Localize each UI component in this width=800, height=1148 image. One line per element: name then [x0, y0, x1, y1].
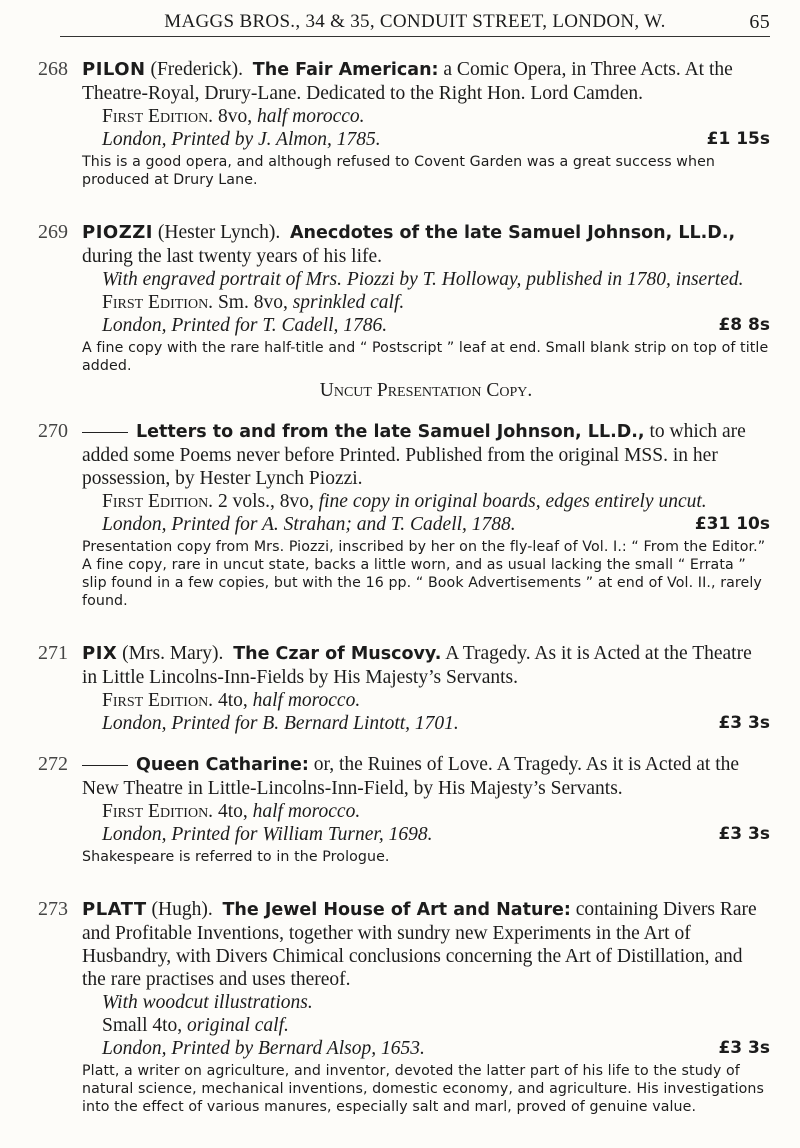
- entry-title: The Czar of Muscovy.: [233, 644, 442, 664]
- entry-title-detail: to which are added some Poems never before Printed. Published from the original MSS. in her possession, by Hester Lynch Piozzi.: [82, 421, 746, 489]
- entry-author-detail: (Hester Lynch).: [157, 222, 281, 243]
- running-head-text: MAGGS BROS., 34 & 35, CONDUIT STREET, LONDON, W.: [164, 11, 666, 32]
- catalogue-entry-270: [0, 420, 800, 610]
- ditto-rule: [82, 765, 128, 766]
- entry-title-detail: containing Divers Rare and Profitable Inventions, together with sundry new Experiments in the Art of Husbandry, with Divers Chimical conclusions concerning the Art of Distillation, and the rare practises and uses thereof.: [82, 899, 757, 990]
- entry-heading: [82, 753, 770, 800]
- entry-title-detail: or, the Ruines of Love. A Tragedy. As it is Acted at the New Theatre in Little-Lincolns-Inn-Field, by His Majesty’s Servants.: [82, 754, 740, 799]
- entry-note: This is a good opera, and although refused to Covent Garden was a great success when produced at Drury Lane.: [82, 154, 716, 188]
- entry-price: £1 15s: [706, 129, 770, 149]
- entry-imprint: London, Printed by J. Almon, 1785.: [102, 129, 381, 150]
- entry-number: 271: [38, 642, 68, 664]
- entry-imprint: London, Printed for William Turner, 1698.: [102, 824, 433, 845]
- entry-collation: [82, 490, 770, 513]
- entry-format: 8vo,: [217, 106, 253, 127]
- entry-collation: [82, 291, 770, 314]
- entry-number: 269: [38, 221, 68, 243]
- entry-title-detail: a Comic Opera, in Three Acts. At the Theatre-Royal, Drury-Lane. Dedicated to the Right Hon. Lord Camden.: [82, 59, 733, 104]
- entry-price: £3 3s: [718, 713, 770, 733]
- entry-heading: [82, 221, 770, 268]
- catalogue-entry-268: [0, 58, 800, 189]
- entry-author-detail: (Hugh).: [151, 899, 213, 920]
- entry-author: PIOZZI: [82, 222, 153, 243]
- entry-format: 4to,: [217, 690, 248, 711]
- entry-note: Presentation copy from Mrs. Piozzi, inscribed by her on the fly-leaf of Vol. I.: “ From the Editor.” A fine copy, rare in uncut state, backs a little worn, and as usual lacking the small “ Errata ” slip found in a few copies, but with the 16 pp. “ Book Advertisements ” at end of Vol. II., rarely found.: [82, 539, 766, 609]
- entry-format: 2 vols., 8vo,: [217, 491, 314, 512]
- entry-heading: [82, 898, 770, 991]
- entry-title: The Fair American:: [252, 60, 439, 80]
- entry-title: Queen Catharine:: [136, 755, 309, 775]
- entry-price: £8 8s: [718, 315, 770, 335]
- entry-heading: [82, 420, 770, 490]
- entry-binding: original calf.: [187, 1015, 289, 1036]
- entry-collation: [82, 689, 770, 712]
- entry-author-detail: (Frederick).: [150, 59, 244, 80]
- entry-illustration-note: With engraved portrait of Mrs. Piozzi by T. Holloway, published in 1780, inserted.: [102, 269, 744, 290]
- entry-number: 273: [38, 898, 68, 920]
- entry-format: Small 4to,: [102, 1015, 183, 1036]
- entry-author: PILON: [82, 59, 146, 80]
- entry-note: Platt, a writer on agriculture, and inventor, devoted the latter part of his life to the study of natural science, mechanical inventions, domestic economy, and agriculture. His investigations into the effect of various manures, especially salt and marl, proved of genuine value.: [82, 1063, 764, 1115]
- entry-title-detail: during the last twenty years of his life.: [82, 246, 383, 267]
- entry-binding: fine copy in original boards, edges entirely uncut.: [318, 491, 707, 512]
- entry-binding: half morocco.: [256, 106, 365, 127]
- entry-edition: First Edition.: [102, 690, 214, 711]
- catalogue-entries: [0, 58, 800, 1148]
- page-number: 65: [749, 10, 770, 33]
- entry-author-detail: (Mrs. Mary).: [122, 643, 224, 664]
- entry-title: The Jewel House of Art and Nature:: [222, 900, 571, 920]
- entry-collation: [82, 105, 770, 128]
- entry-price: £3 3s: [718, 1038, 770, 1058]
- catalogue-entry-269: [0, 221, 800, 402]
- entry-format: Sm. 8vo,: [217, 292, 288, 313]
- entry-imprint: London, Printed for A. Strahan; and T. Cadell, 1788.: [102, 514, 516, 535]
- entry-imprint-line: [82, 712, 770, 735]
- entry-imprint: London, Printed for T. Cadell, 1786.: [102, 315, 388, 336]
- entry-collation: [82, 800, 770, 823]
- entry-author: PIX: [82, 643, 118, 664]
- catalogue-entry-271: [0, 642, 800, 735]
- entry-title-detail: A Tragedy. As it is Acted at the Theatre in Little Lincolns-Inn-Fields by His Majesty’s Servants.: [82, 643, 752, 688]
- entry-edition: First Edition.: [102, 801, 214, 822]
- entry-format: 4to,: [217, 801, 248, 822]
- entry-imprint-line: [82, 1037, 770, 1060]
- catalogue-entry-273: [0, 898, 800, 1116]
- entry-imprint-line: [82, 513, 770, 536]
- entry-price: £3 3s: [718, 824, 770, 844]
- entry-heading: [82, 58, 770, 105]
- entry-edition: First Edition.: [102, 491, 214, 512]
- entry-collation: [82, 1014, 770, 1037]
- entry-price: £31 10s: [694, 514, 770, 534]
- entry-binding: sprinkled calf.: [292, 292, 405, 313]
- entry-illustration-note: With woodcut illustrations.: [102, 992, 313, 1013]
- entry-imprint-line: [82, 314, 770, 337]
- ditto-rule: [82, 432, 128, 433]
- entry-title: Letters to and from the late Samuel Johnson, LL.D.,: [136, 422, 645, 442]
- entry-edition: First Edition.: [102, 292, 214, 313]
- entry-number: 270: [38, 420, 68, 442]
- entry-heading: [82, 642, 770, 689]
- catalogue-entry-272: [0, 753, 800, 866]
- entry-imprint: London, Printed for B. Bernard Lintott, 1701.: [102, 713, 459, 734]
- entry-subheading: Uncut Presentation Copy.: [319, 380, 533, 401]
- entry-note: A fine copy with the rare half-title and “ Postscript ” leaf at end. Small blank strip on top of title added.: [82, 340, 769, 374]
- entry-binding: half morocco.: [252, 801, 361, 822]
- entry-author: PLATT: [82, 899, 147, 920]
- entry-imprint: London, Printed by Bernard Alsop, 1653.: [102, 1038, 425, 1059]
- entry-number: 268: [38, 58, 68, 80]
- entry-binding: half morocco.: [252, 690, 361, 711]
- entry-imprint-line: [82, 128, 770, 151]
- entry-edition: First Edition.: [102, 106, 214, 127]
- entry-title: Anecdotes of the late Samuel Johnson, LL.D.,: [290, 223, 736, 243]
- entry-number: 272: [38, 753, 68, 775]
- running-header: [60, 8, 770, 37]
- entry-imprint-line: [82, 823, 770, 846]
- entry-note: Shakespeare is referred to in the Prologue.: [82, 849, 390, 865]
